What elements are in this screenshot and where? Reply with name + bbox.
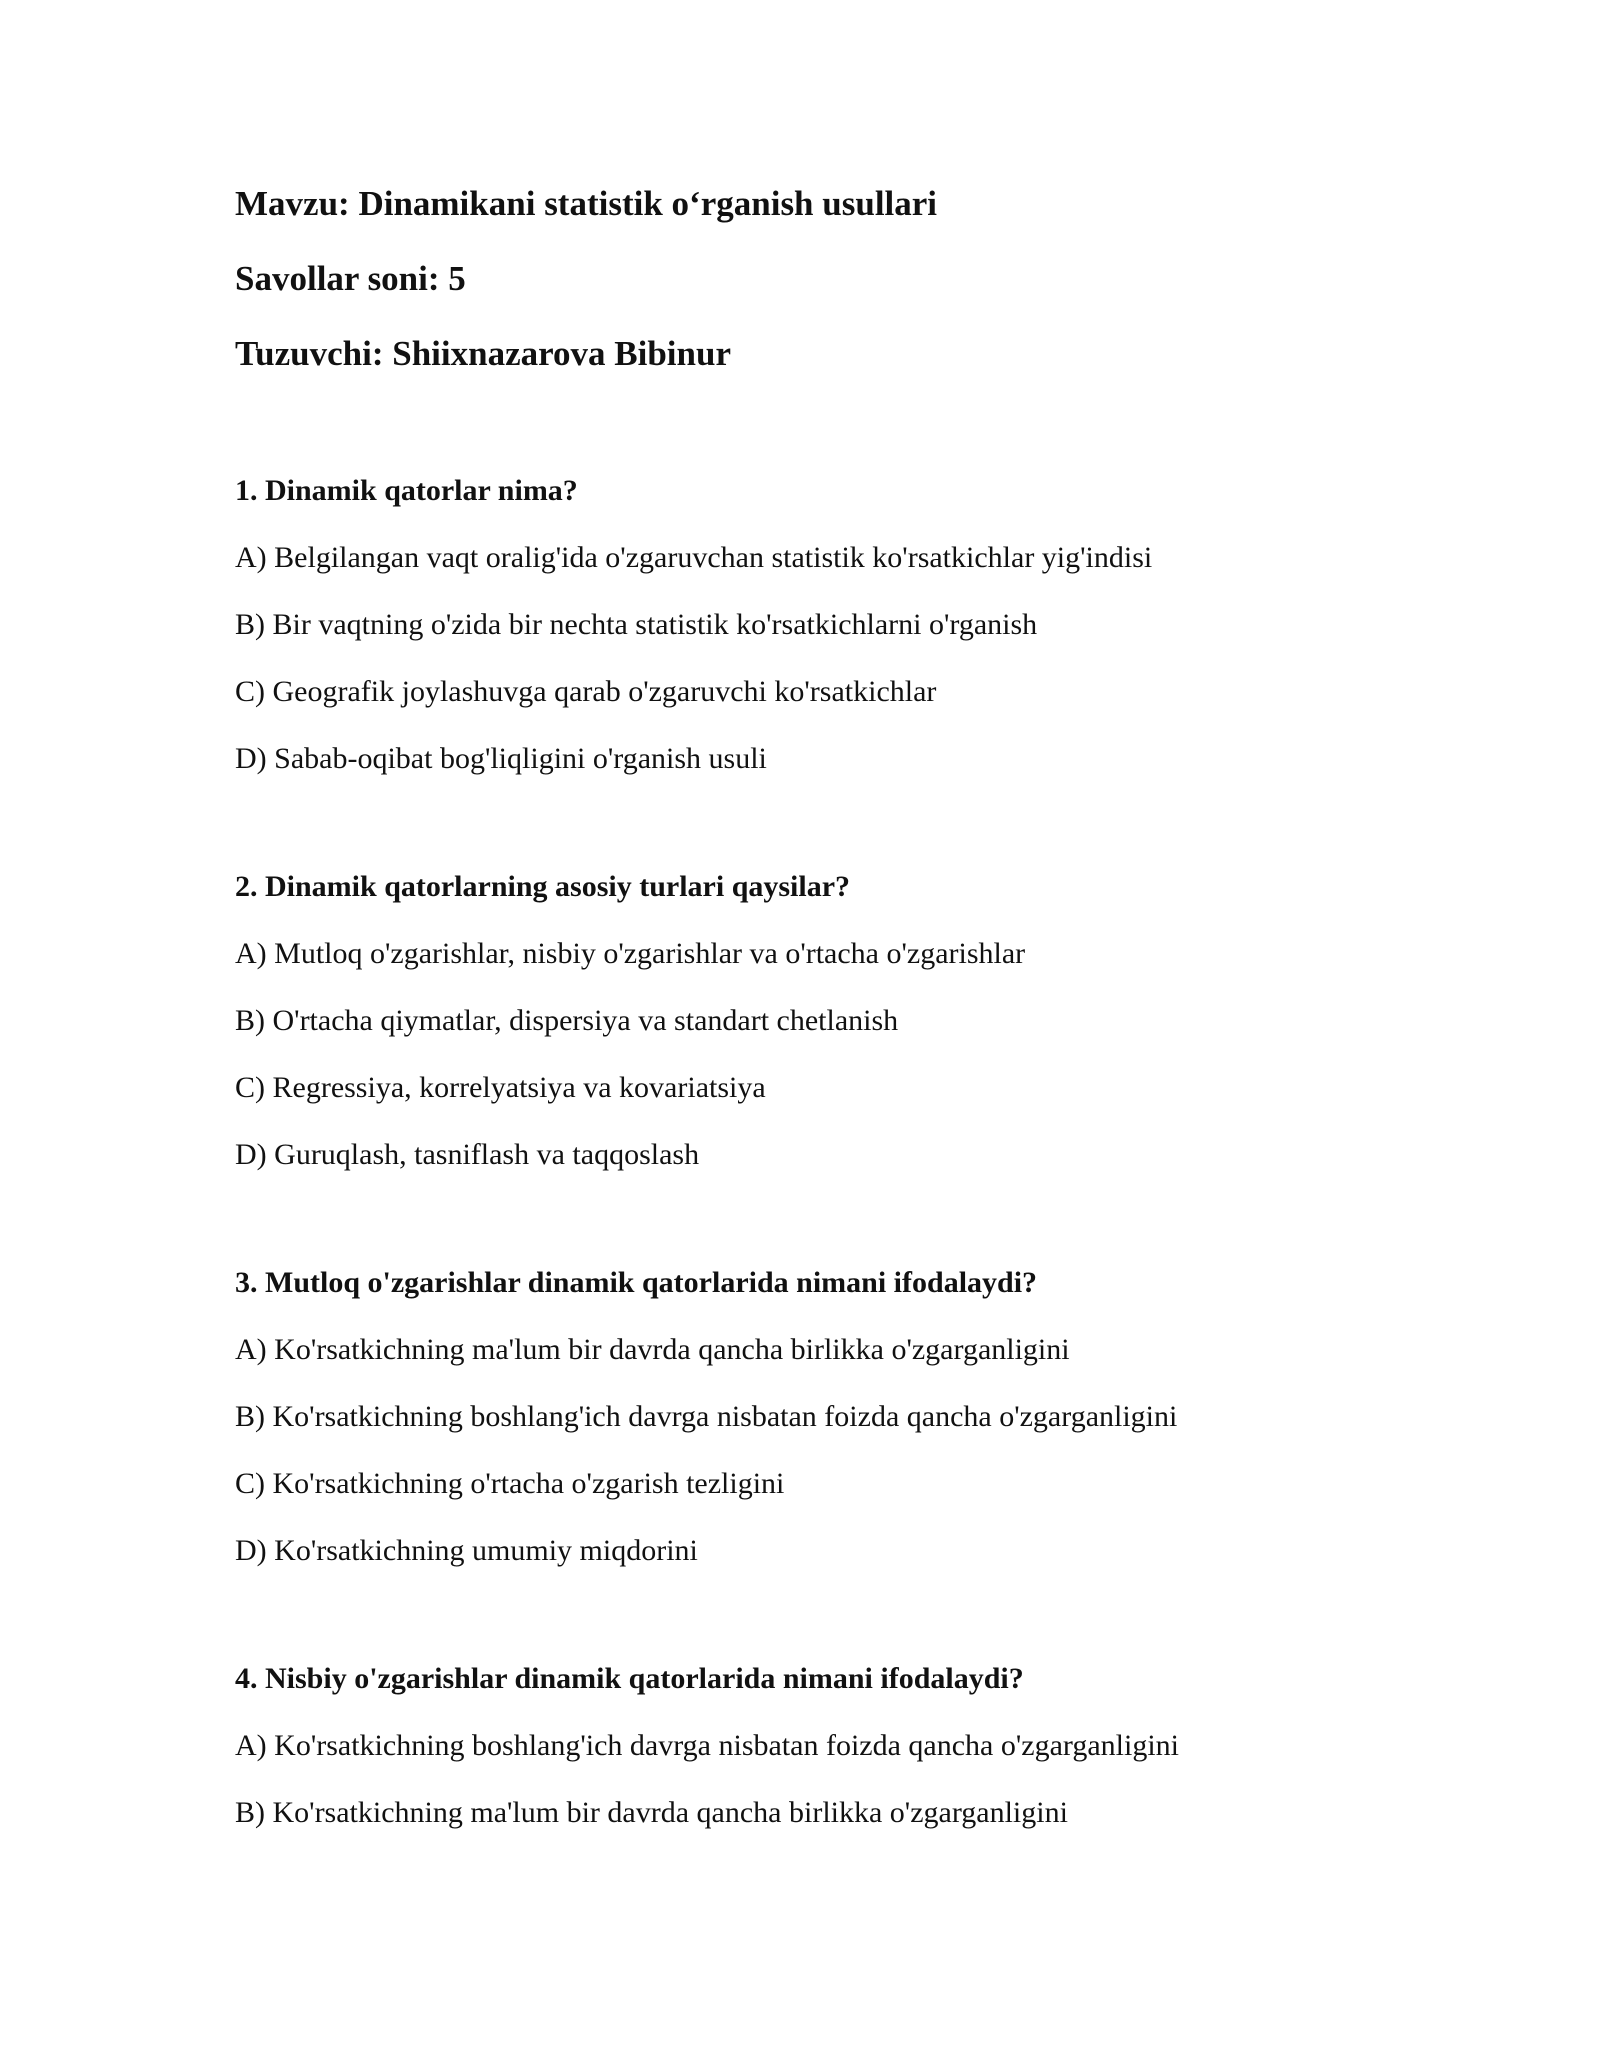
answer-option-a: A) Belgilangan vaqt oralig'ida o'zgaruvchan statistik ko'rsatkichlar yig'indisi	[235, 541, 1153, 574]
answer-option-c: C) Regressiya, korrelyatsiya va kovariatsiya	[235, 1071, 766, 1104]
answer-option-d: D) Guruqlash, tasniflash va taqqoslash	[235, 1138, 700, 1171]
answer-option-a: A) Ko'rsatkichning ma'lum bir davrda qancha birlikka o'zgarganligini	[235, 1333, 1070, 1366]
question-title: 1. Dinamik qatorlar nima?	[235, 474, 578, 507]
question-block-1	[235, 472, 1435, 778]
question-block-2	[235, 868, 1435, 1174]
question-title: 4. Nisbiy o'zgarishlar dinamik qatorlarida nimani ifodalaydi?	[235, 1662, 1024, 1695]
question-title: 3. Mutloq o'zgarishlar dinamik qatorlarida nimani ifodalaydi?	[235, 1266, 1038, 1299]
answer-option-d: D) Ko'rsatkichning umumiy miqdorini	[235, 1534, 698, 1567]
answer-option-a: A) Mutloq o'zgarishlar, nisbiy o'zgarishlar va o'rtacha o'zgarishlar	[235, 937, 1026, 970]
question-block-3	[235, 1264, 1435, 1570]
answer-option-b: B) Ko'rsatkichning boshlang'ich davrga nisbatan foizda qancha o'zgarganligini	[235, 1400, 1178, 1433]
answer-option-a: A) Ko'rsatkichning boshlang'ich davrga nisbatan foizda qancha o'zgarganligini	[235, 1729, 1180, 1762]
topic-heading: Mavzu: Dinamikani statistik o‘rganish usullari	[235, 184, 938, 223]
answer-option-d: D) Sabab-oqibat bog'liqligini o'rganish usuli	[235, 742, 767, 775]
answer-option-c: C) Geografik joylashuvga qarab o'zgaruvchi ko'rsatkichlar	[235, 675, 937, 708]
answer-option-b: B) Ko'rsatkichning ma'lum bir davrda qancha birlikka o'zgarganligini	[235, 1796, 1068, 1829]
answer-option-b: B) Bir vaqtning o'zida bir nechta statistik ko'rsatkichlarni o'rganish	[235, 608, 1038, 641]
answer-option-b: B) O'rtacha qiymatlar, dispersiya va standart chetlanish	[235, 1004, 899, 1037]
question-block-4	[235, 1660, 1435, 1832]
author-heading: Tuzuvchi: Shiixnazarova Bibinur	[235, 334, 731, 373]
answer-option-c: C) Ko'rsatkichning o'rtacha o'zgarish tezligini	[235, 1467, 785, 1500]
question-count-heading: Savollar soni: 5	[235, 259, 466, 298]
question-title: 2. Dinamik qatorlarning asosiy turlari qaysilar?	[235, 870, 851, 903]
document-content	[235, 182, 1435, 1832]
